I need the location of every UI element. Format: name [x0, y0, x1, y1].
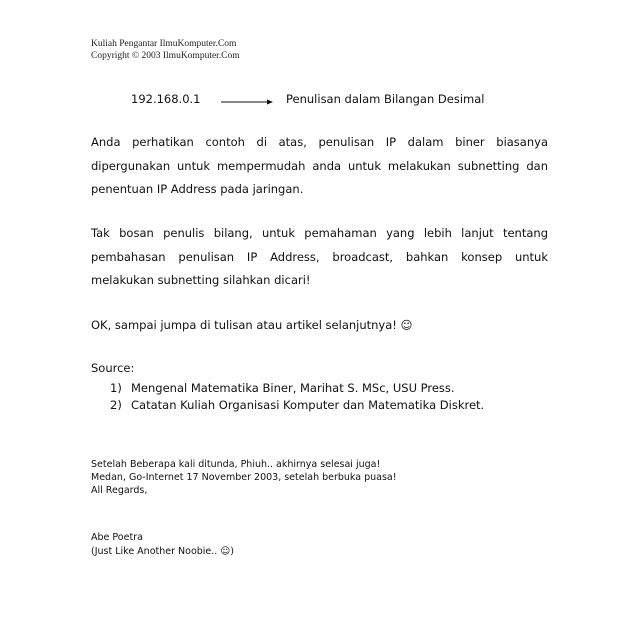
ip-example-row [0, 92, 638, 110]
closing-note-line: Setelah Beberapa kali ditunda, Phiuh.. akhirnya selesai juga! [91, 459, 381, 470]
closing-regards: All Regards, [91, 485, 148, 496]
source-list [110, 380, 484, 414]
page-header [91, 38, 240, 62]
right-arrow-icon [221, 99, 273, 105]
source-label: Source: [91, 361, 135, 375]
header-copyright: Copyright © 2003 IlmuKomputer.Com [91, 51, 240, 61]
source-item-text: Catatan Kuliah Organisasi Komputer dan Matematika Diskret. [131, 398, 485, 412]
closing-note [91, 458, 397, 497]
paragraph-closing: OK, sampai jumpa di tulisan atau artikel selanjutnya! ☺ [91, 318, 413, 332]
author-name: Abe Poetra [91, 532, 143, 543]
source-item [110, 380, 484, 397]
ip-format-description: Penulisan dalam Bilangan Desimal [286, 92, 485, 106]
author-signature [91, 531, 234, 558]
author-tagline: (Just Like Another Noobie.. ☺) [91, 545, 234, 557]
closing-note-line: Medan, Go-Internet 17 November 2003, setelah berbuka puasa! [91, 472, 397, 483]
source-item-text: Mengenal Matematika Biner, Marihat S. MSc, USU Press. [131, 381, 455, 395]
paragraph-binary-usage: Anda perhatikan contoh di atas, penulisan IP dalam biner biasanya dipergunakan untuk mempermudah anda untuk melakukan subnetting dan penentuan IP Address pada jaringan. [91, 135, 548, 196]
source-item [110, 397, 484, 414]
paragraph-further-reading: Tak bosan penulis bilang, untuk pemahaman yang lebih lanjut tentang pembahasan penulisan IP Address, broadcast, bahkan konsep untuk melakukan subnetting silahkan dicari! [91, 226, 548, 287]
ip-address-decimal: 192.168.0.1 [131, 92, 201, 106]
source-item-number: 1) [110, 381, 122, 395]
header-course-title: Kuliah Pengantar IlmuKomputer.Com [91, 39, 237, 49]
source-item-number: 2) [110, 398, 122, 412]
